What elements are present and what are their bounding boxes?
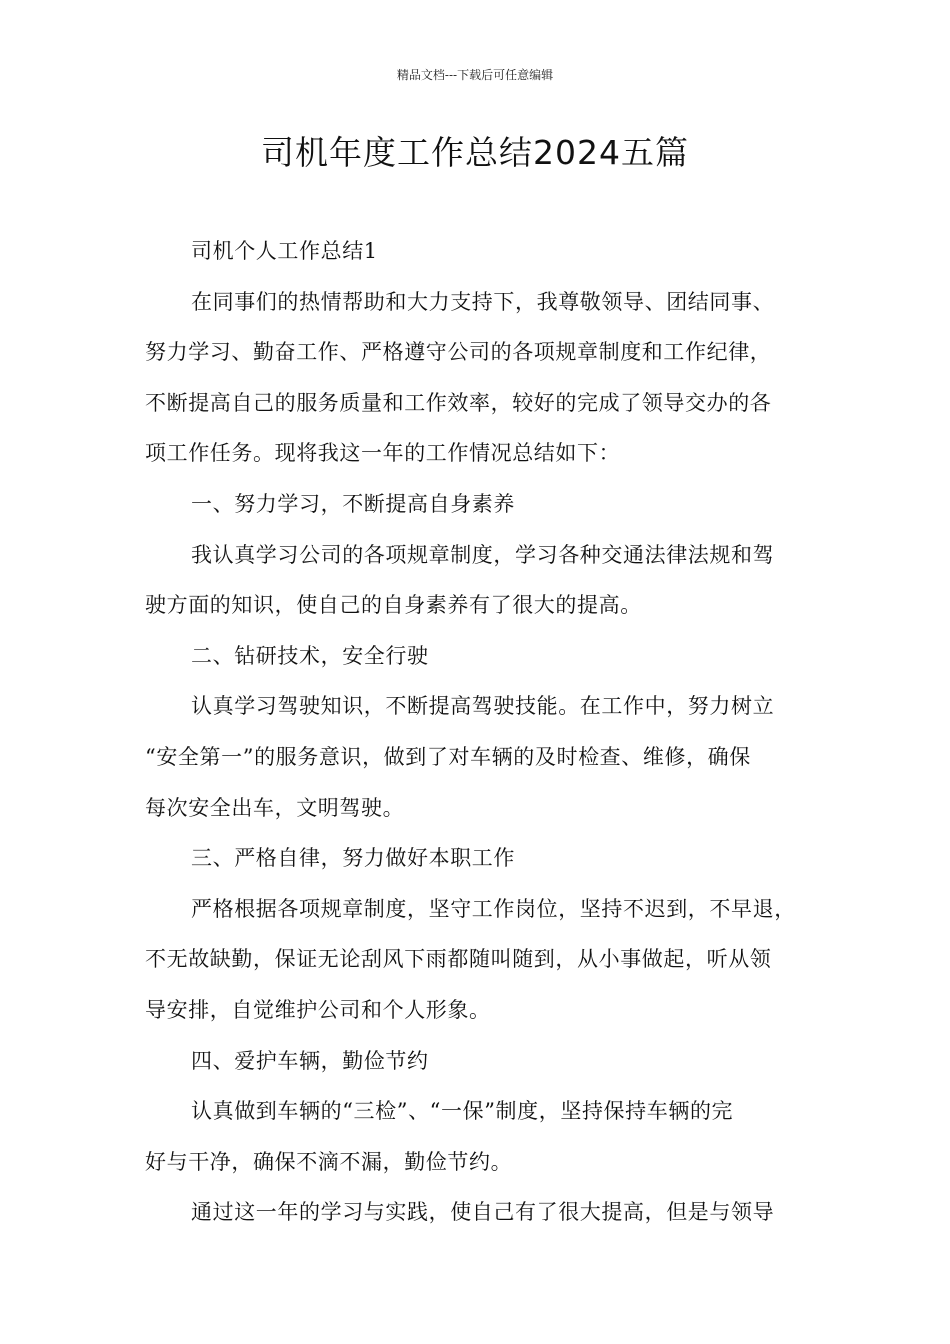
paragraph-line: 项工作任务。现将我这一年的工作情况总结如下： [145, 441, 621, 466]
paragraph-line: 每次安全出车，文明驾驶。 [145, 795, 405, 820]
paragraph-line: 努力学习、勤奋工作、严格遵守公司的各项规章制度和工作纪律， [145, 340, 772, 365]
paragraph-line: 导安排，自觉维护公司和个人形象。 [145, 997, 491, 1022]
paragraph [145, 277, 825, 479]
paragraph-line: 三、严格自律，努力做好本职工作 [191, 846, 515, 871]
paragraph-line: 通过这一年的学习与实践，使自己有了很大提高，但是与领导 [191, 1200, 775, 1225]
paragraph [145, 1086, 825, 1187]
section-heading [145, 479, 825, 530]
paragraph-line: 认真做到车辆的“三检”、“一保”制度，坚持保持车辆的完 [191, 1099, 734, 1124]
section-heading [145, 833, 825, 884]
header-note: 精品文档---下载后可任意编辑 [396, 68, 554, 82]
section-subtitle: 司机个人工作总结1 [191, 239, 378, 263]
paragraph-line: 在同事们的热情帮助和大力支持下，我尊敬领导、团结同事、 [191, 289, 775, 314]
paragraph-line: 好与干净，确保不滴不漏，勤俭节约。 [145, 1149, 513, 1174]
paragraph-line: 不断提高自己的服务质量和工作效率，较好的完成了领导交办的各 [145, 390, 772, 415]
paragraph [145, 681, 825, 833]
paragraph-line: “安全第一”的服务意识，做到了对车辆的及时检查、维修，确保 [145, 744, 751, 769]
document-title: 司机年度工作总结2024五篇 [261, 133, 689, 172]
paragraph-line: 我认真学习公司的各项规章制度，学习各种交通法律法规和驾 [191, 542, 775, 567]
paragraph [145, 1187, 825, 1238]
document-body [145, 226, 825, 1238]
paragraph-line: 认真学习驾驶知识，不断提高驾驶技能。在工作中，努力树立 [191, 694, 775, 719]
paragraph [145, 530, 825, 631]
paragraph-line: 不无故缺勤，保证无论刮风下雨都随叫随到，从小事做起，听从领 [145, 947, 772, 972]
paragraph-line: 驶方面的知识，使自己的自身素养有了很大的提高。 [145, 593, 642, 618]
paragraph-line: 严格根据各项规章制度，坚守工作岗位，坚持不迟到，不早退， [191, 896, 796, 921]
paragraph [145, 884, 825, 1036]
section-heading [145, 631, 825, 682]
paragraph-line: 一、努力学习，不断提高自身素养 [191, 491, 515, 516]
section-heading [145, 1036, 825, 1087]
paragraph-line: 二、钻研技术，安全行驶 [191, 643, 429, 668]
paragraph-line: 四、爱护车辆，勤俭节约 [191, 1048, 429, 1073]
